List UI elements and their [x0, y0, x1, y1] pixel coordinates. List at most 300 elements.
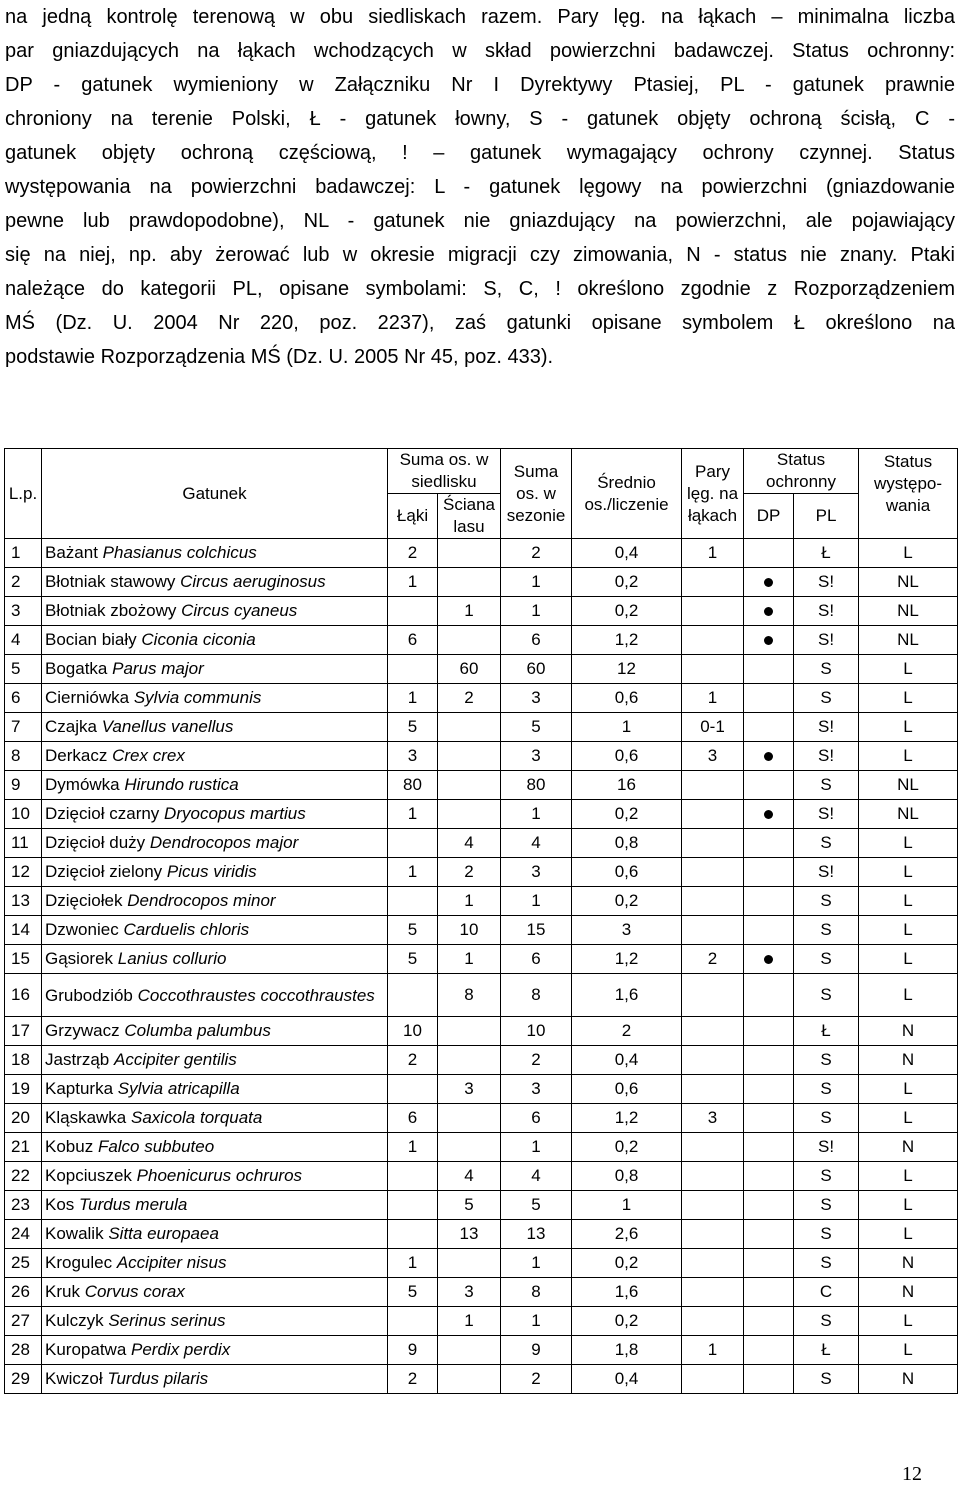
cell-dp — [744, 945, 794, 974]
header-srednio: Średnio os./liczenie — [572, 449, 682, 539]
cell-pary-leg — [682, 1249, 744, 1278]
cell-sciana-lasu: 1 — [438, 887, 501, 916]
cell-sciana-lasu: 10 — [438, 916, 501, 945]
cell-sciana-lasu — [438, 1017, 501, 1046]
cell-suma-sezonie: 1 — [501, 887, 572, 916]
table-row — [5, 1220, 958, 1249]
cell-species — [42, 887, 388, 916]
cell-species — [42, 568, 388, 597]
cell-dp — [744, 1046, 794, 1075]
cell-status: L — [859, 974, 958, 1017]
cell-laki: 9 — [388, 1336, 438, 1365]
cell-srednio: 0,6 — [572, 1075, 682, 1104]
cell-pl: S — [794, 887, 859, 916]
cell-species — [42, 742, 388, 771]
cell-sciana-lasu — [438, 713, 501, 742]
cell-dp — [744, 1162, 794, 1191]
cell-srednio: 0,2 — [572, 887, 682, 916]
cell-suma-sezonie: 2 — [501, 1046, 572, 1075]
species-latin-name: Sitta europaea — [108, 1224, 219, 1243]
cell-status: L — [859, 1162, 958, 1191]
cell-pary-leg — [682, 1278, 744, 1307]
cell-suma-sezonie: 1 — [501, 1307, 572, 1336]
cell-suma-sezonie: 8 — [501, 974, 572, 1017]
cell-suma-sezonie: 1 — [501, 568, 572, 597]
cell-laki: 5 — [388, 916, 438, 945]
cell-suma-sezonie: 1 — [501, 800, 572, 829]
dp-bullet-icon — [764, 578, 773, 587]
paragraph-line: pewne lub prawdopodobne), NL - gatunek nie gniazdujący na powierzchni, ale pojawiający — [5, 210, 955, 232]
species-latin-name: Accipiter gentilis — [113, 1050, 237, 1069]
cell-laki — [388, 1191, 438, 1220]
cell-dp — [744, 1191, 794, 1220]
cell-suma-sezonie: 3 — [501, 742, 572, 771]
cell-suma-sezonie: 3 — [501, 684, 572, 713]
cell-dp — [744, 713, 794, 742]
cell-status: N — [859, 1249, 958, 1278]
cell-pary-leg — [682, 916, 744, 945]
species-latin-name: Ciconia ciconia — [141, 630, 256, 649]
cell-status: L — [859, 742, 958, 771]
cell-sciana-lasu: 2 — [438, 858, 501, 887]
cell-pary-leg — [682, 1307, 744, 1336]
cell-dp — [744, 539, 794, 568]
cell-laki — [388, 974, 438, 1017]
paragraph-line: DP - gatunek wymieniony w Załączniku Nr I Dyrektywy Ptasiej, PL - gatunek prawnie — [5, 74, 955, 96]
table-row — [5, 684, 958, 713]
cell-pl: S! — [794, 713, 859, 742]
cell-sciana-lasu — [438, 1133, 501, 1162]
cell-dp — [744, 887, 794, 916]
cell-suma-sezonie: 5 — [501, 1191, 572, 1220]
cell-lp: 2 — [5, 568, 42, 597]
header-pary-leg: Pary lęg. na łąkach — [682, 449, 744, 539]
cell-dp — [744, 684, 794, 713]
species-latin-name: Picus viridis — [166, 862, 257, 881]
cell-species — [42, 1046, 388, 1075]
cell-sciana-lasu — [438, 1336, 501, 1365]
species-common-name: Kapturka — [45, 1079, 114, 1098]
species-latin-name: Accipiter nisus — [116, 1253, 227, 1272]
cell-status: L — [859, 539, 958, 568]
cell-lp: 23 — [5, 1191, 42, 1220]
cell-srednio: 0,8 — [572, 1162, 682, 1191]
dp-bullet-icon — [764, 810, 773, 819]
species-common-name: Derkacz — [45, 746, 108, 765]
cell-sciana-lasu — [438, 539, 501, 568]
cell-pary-leg: 3 — [682, 742, 744, 771]
table-row — [5, 1191, 958, 1220]
cell-lp: 15 — [5, 945, 42, 974]
cell-suma-sezonie: 2 — [501, 539, 572, 568]
cell-lp: 20 — [5, 1104, 42, 1133]
cell-dp — [744, 1336, 794, 1365]
header-gatunek: Gatunek — [42, 449, 388, 539]
table-row — [5, 1336, 958, 1365]
cell-srednio: 0,6 — [572, 684, 682, 713]
cell-srednio: 0,8 — [572, 829, 682, 858]
cell-laki — [388, 887, 438, 916]
table-row — [5, 887, 958, 916]
cell-sciana-lasu — [438, 1365, 501, 1394]
cell-srednio: 3 — [572, 916, 682, 945]
table-row — [5, 1104, 958, 1133]
cell-pary-leg — [682, 1162, 744, 1191]
paragraph-line: należące do kategorii PL, opisane symbolami: S, C, ! określono zgodnie z Rozporządzeniem — [5, 278, 955, 300]
cell-srednio: 0,4 — [572, 1365, 682, 1394]
cell-lp: 28 — [5, 1336, 42, 1365]
cell-lp: 27 — [5, 1307, 42, 1336]
cell-laki: 10 — [388, 1017, 438, 1046]
cell-suma-sezonie: 4 — [501, 1162, 572, 1191]
cell-srednio: 0,2 — [572, 1249, 682, 1278]
table-row — [5, 626, 958, 655]
cell-lp: 11 — [5, 829, 42, 858]
cell-status: L — [859, 858, 958, 887]
cell-srednio: 0,2 — [572, 597, 682, 626]
species-latin-name: Circus cyaneus — [181, 601, 298, 620]
cell-pl: S! — [794, 626, 859, 655]
cell-status: L — [859, 1104, 958, 1133]
cell-dp — [744, 1075, 794, 1104]
cell-dp — [744, 858, 794, 887]
cell-pary-leg — [682, 568, 744, 597]
cell-srednio: 0,6 — [572, 742, 682, 771]
dp-bullet-icon — [764, 607, 773, 616]
cell-pl: S! — [794, 858, 859, 887]
cell-status: N — [859, 1046, 958, 1075]
species-common-name: Kulczyk — [45, 1311, 104, 1330]
species-latin-name: Sylvia communis — [133, 688, 262, 707]
table-row — [5, 1017, 958, 1046]
cell-laki — [388, 1075, 438, 1104]
cell-pl: S — [794, 1220, 859, 1249]
species-latin-name: Serinus serinus — [108, 1311, 226, 1330]
cell-pary-leg — [682, 1075, 744, 1104]
cell-status: L — [859, 829, 958, 858]
cell-pl: S — [794, 1365, 859, 1394]
species-common-name: Dzwoniec — [45, 920, 119, 939]
cell-species — [42, 974, 388, 1017]
cell-srednio: 16 — [572, 771, 682, 800]
header-dp: DP — [744, 494, 794, 539]
cell-pl: S — [794, 1104, 859, 1133]
species-common-name: Kobuz — [45, 1137, 94, 1156]
species-common-name: Dzięcioł zielony — [45, 862, 163, 881]
cell-suma-sezonie: 1 — [501, 597, 572, 626]
cell-dp — [744, 771, 794, 800]
cell-status: L — [859, 1075, 958, 1104]
cell-sciana-lasu: 1 — [438, 945, 501, 974]
cell-species — [42, 1336, 388, 1365]
cell-laki — [388, 597, 438, 626]
cell-status: NL — [859, 568, 958, 597]
cell-srednio: 0,4 — [572, 1046, 682, 1075]
cell-pary-leg — [682, 655, 744, 684]
species-latin-name: Dryocopus martius — [164, 804, 306, 823]
species-common-name: Kopciuszek — [45, 1166, 132, 1185]
cell-status: L — [859, 1220, 958, 1249]
species-latin-name: Coccothraustes coccothraustes — [137, 985, 375, 1005]
paragraph-line: MŚ (Dz. U. 2004 Nr 220, poz. 2237), zaś gatunki opisane symbolem Ł określono na — [5, 312, 955, 334]
cell-lp: 24 — [5, 1220, 42, 1249]
cell-dp — [744, 1220, 794, 1249]
cell-lp: 14 — [5, 916, 42, 945]
header-sciana-lasu: Ściana lasu — [438, 494, 501, 539]
cell-pl: S! — [794, 568, 859, 597]
species-common-name: Błotniak zbożowy — [45, 601, 177, 620]
cell-dp — [744, 829, 794, 858]
cell-pary-leg: 3 — [682, 1104, 744, 1133]
table-row — [5, 1307, 958, 1336]
table-row — [5, 1162, 958, 1191]
cell-srednio: 1 — [572, 1191, 682, 1220]
cell-laki: 1 — [388, 858, 438, 887]
cell-species — [42, 1017, 388, 1046]
cell-srednio: 0,4 — [572, 539, 682, 568]
cell-pary-leg — [682, 1365, 744, 1394]
cell-pl: S — [794, 684, 859, 713]
cell-laki: 2 — [388, 1365, 438, 1394]
cell-pl: S — [794, 1162, 859, 1191]
cell-dp — [744, 1133, 794, 1162]
cell-sciana-lasu — [438, 1249, 501, 1278]
species-common-name: Bogatka — [45, 659, 108, 678]
cell-suma-sezonie: 15 — [501, 916, 572, 945]
cell-dp — [744, 974, 794, 1017]
table-row — [5, 771, 958, 800]
species-latin-name: Corvus corax — [84, 1282, 185, 1301]
cell-suma-sezonie: 1 — [501, 1133, 572, 1162]
cell-laki: 5 — [388, 945, 438, 974]
cell-species — [42, 1191, 388, 1220]
cell-pl: S — [794, 1307, 859, 1336]
cell-dp — [744, 1017, 794, 1046]
species-latin-name: Carduelis chloris — [123, 920, 250, 939]
cell-srednio: 0,2 — [572, 800, 682, 829]
cell-pl: S — [794, 1075, 859, 1104]
paragraph-line: występowania na powierzchni badawczej: L - gatunek lęgowy na powierzchni (gniazdowanie — [5, 176, 955, 198]
cell-srednio: 0,6 — [572, 858, 682, 887]
cell-sciana-lasu: 1 — [438, 597, 501, 626]
cell-laki: 2 — [388, 1046, 438, 1075]
species-latin-name: Phoenicurus ochruros — [136, 1166, 303, 1185]
cell-laki: 3 — [388, 742, 438, 771]
cell-lp: 5 — [5, 655, 42, 684]
cell-laki — [388, 1162, 438, 1191]
paragraph-line: się na niej, np. aby żerować lub w okresie migracji czy zimowania, N - status nie znany. Ptaki — [5, 244, 955, 266]
header-suma-sezonie: Suma os. w sezonie — [501, 449, 572, 539]
cell-srednio: 1,2 — [572, 945, 682, 974]
cell-sciana-lasu — [438, 800, 501, 829]
cell-status: L — [859, 1191, 958, 1220]
cell-suma-sezonie: 6 — [501, 945, 572, 974]
species-common-name: Krogulec — [45, 1253, 113, 1272]
cell-lp: 12 — [5, 858, 42, 887]
cell-lp: 1 — [5, 539, 42, 568]
species-latin-name: Columba palumbus — [124, 1021, 271, 1040]
cell-pary-leg — [682, 1046, 744, 1075]
cell-pary-leg — [682, 974, 744, 1017]
cell-pary-leg — [682, 800, 744, 829]
cell-suma-sezonie: 3 — [501, 1075, 572, 1104]
cell-species — [42, 1133, 388, 1162]
cell-species — [42, 945, 388, 974]
cell-srednio: 0,2 — [572, 568, 682, 597]
species-latin-name: Dendrocopos major — [149, 833, 299, 852]
cell-status: L — [859, 887, 958, 916]
table-row — [5, 800, 958, 829]
table-row — [5, 916, 958, 945]
species-common-name: Grzywacz — [45, 1021, 120, 1040]
species-latin-name: Parus major — [112, 659, 204, 678]
cell-dp — [744, 568, 794, 597]
cell-lp: 16 — [5, 974, 42, 1017]
table-row — [5, 1046, 958, 1075]
cell-lp: 3 — [5, 597, 42, 626]
cell-laki — [388, 1307, 438, 1336]
cell-suma-sezonie: 6 — [501, 1104, 572, 1133]
species-common-name: Błotniak stawowy — [45, 572, 176, 591]
species-latin-name: Phasianus colchicus — [102, 543, 257, 562]
cell-sciana-lasu: 3 — [438, 1075, 501, 1104]
species-latin-name: Turdus merula — [79, 1195, 188, 1214]
cell-laki: 1 — [388, 568, 438, 597]
table-row — [5, 742, 958, 771]
species-table — [4, 448, 958, 1394]
cell-status: N — [859, 1278, 958, 1307]
species-common-name: Czajka — [45, 717, 97, 736]
cell-pary-leg — [682, 858, 744, 887]
cell-sciana-lasu: 2 — [438, 684, 501, 713]
cell-srednio: 1,6 — [572, 974, 682, 1017]
cell-dp — [744, 1249, 794, 1278]
cell-pl: S — [794, 829, 859, 858]
cell-pary-leg — [682, 597, 744, 626]
species-latin-name: Hirundo rustica — [124, 775, 239, 794]
cell-dp — [744, 1104, 794, 1133]
paragraph-line: chroniony na terenie Polski, Ł - gatunek łowny, S - gatunek objęty ochroną ścisłą, C - — [5, 108, 955, 130]
dp-bullet-icon — [764, 752, 773, 761]
cell-laki: 1 — [388, 800, 438, 829]
species-common-name: Kruk — [45, 1282, 80, 1301]
species-common-name: Jastrząb — [45, 1050, 110, 1069]
cell-pl: S — [794, 1046, 859, 1075]
species-common-name: Kląskawka — [45, 1108, 127, 1127]
cell-suma-sezonie: 1 — [501, 1249, 572, 1278]
species-common-name: Kuropatwa — [45, 1340, 127, 1359]
header-pl: PL — [794, 494, 859, 539]
paragraph-line: par gniazdujących na łąkach wchodzących w skład powierzchni badawczej. Status ochronny: — [5, 40, 955, 62]
cell-sciana-lasu — [438, 742, 501, 771]
cell-lp: 13 — [5, 887, 42, 916]
cell-species — [42, 829, 388, 858]
cell-pl: S! — [794, 1133, 859, 1162]
cell-suma-sezonie: 10 — [501, 1017, 572, 1046]
paragraph-line: na jedną kontrolę terenową w obu siedliskach razem. Pary lęg. na łąkach – minimalna liczba — [5, 6, 955, 28]
species-common-name: Dzięciołek — [45, 891, 123, 910]
cell-sciana-lasu — [438, 568, 501, 597]
table-row — [5, 539, 958, 568]
cell-status: L — [859, 684, 958, 713]
cell-pl: S! — [794, 597, 859, 626]
cell-srednio: 0,2 — [572, 1307, 682, 1336]
species-common-name: Gąsiorek — [45, 949, 114, 968]
cell-laki: 5 — [388, 1278, 438, 1307]
cell-lp: 10 — [5, 800, 42, 829]
cell-laki: 6 — [388, 1104, 438, 1133]
cell-pary-leg — [682, 1220, 744, 1249]
cell-species — [42, 1162, 388, 1191]
cell-species — [42, 1365, 388, 1394]
species-latin-name: Crex crex — [112, 746, 185, 765]
cell-pary-leg: 1 — [682, 539, 744, 568]
cell-suma-sezonie: 60 — [501, 655, 572, 684]
cell-dp — [744, 800, 794, 829]
cell-srednio: 1,8 — [572, 1336, 682, 1365]
cell-pary-leg — [682, 1017, 744, 1046]
cell-pl: S — [794, 974, 859, 1017]
table-row — [5, 974, 958, 1017]
species-common-name: Cierniówka — [45, 688, 130, 707]
cell-srednio: 12 — [572, 655, 682, 684]
header-status-wystepowania: Status występo-wania — [859, 449, 958, 539]
cell-lp: 18 — [5, 1046, 42, 1075]
cell-species — [42, 539, 388, 568]
cell-species — [42, 655, 388, 684]
cell-laki — [388, 655, 438, 684]
cell-species — [42, 771, 388, 800]
cell-pl: S — [794, 945, 859, 974]
paragraph-line: gatunek objęty ochroną częściową, ! – gatunek wymagający ochrony czynnej. Status — [5, 142, 955, 164]
cell-species — [42, 858, 388, 887]
cell-pl: S — [794, 916, 859, 945]
cell-suma-sezonie: 80 — [501, 771, 572, 800]
cell-sciana-lasu: 4 — [438, 1162, 501, 1191]
table-row — [5, 829, 958, 858]
cell-sciana-lasu: 1 — [438, 1307, 501, 1336]
cell-pary-leg: 1 — [682, 684, 744, 713]
cell-sciana-lasu: 5 — [438, 1191, 501, 1220]
cell-lp: 7 — [5, 713, 42, 742]
table-row — [5, 655, 958, 684]
cell-suma-sezonie: 4 — [501, 829, 572, 858]
cell-srednio: 1,2 — [572, 1104, 682, 1133]
cell-srednio: 1 — [572, 713, 682, 742]
table-row — [5, 1075, 958, 1104]
table-row — [5, 568, 958, 597]
cell-pl: Ł — [794, 1336, 859, 1365]
cell-laki — [388, 1220, 438, 1249]
cell-status: NL — [859, 626, 958, 655]
cell-sciana-lasu — [438, 626, 501, 655]
table-row — [5, 945, 958, 974]
cell-pl: Ł — [794, 539, 859, 568]
cell-pl: Ł — [794, 1017, 859, 1046]
cell-lp: 22 — [5, 1162, 42, 1191]
cell-suma-sezonie: 3 — [501, 858, 572, 887]
cell-lp: 25 — [5, 1249, 42, 1278]
cell-dp — [744, 1365, 794, 1394]
cell-pary-leg — [682, 626, 744, 655]
cell-pl: S — [794, 655, 859, 684]
cell-pl: S! — [794, 800, 859, 829]
cell-species — [42, 1104, 388, 1133]
cell-sciana-lasu: 60 — [438, 655, 501, 684]
cell-sciana-lasu — [438, 771, 501, 800]
cell-lp: 17 — [5, 1017, 42, 1046]
cell-suma-sezonie: 2 — [501, 1365, 572, 1394]
